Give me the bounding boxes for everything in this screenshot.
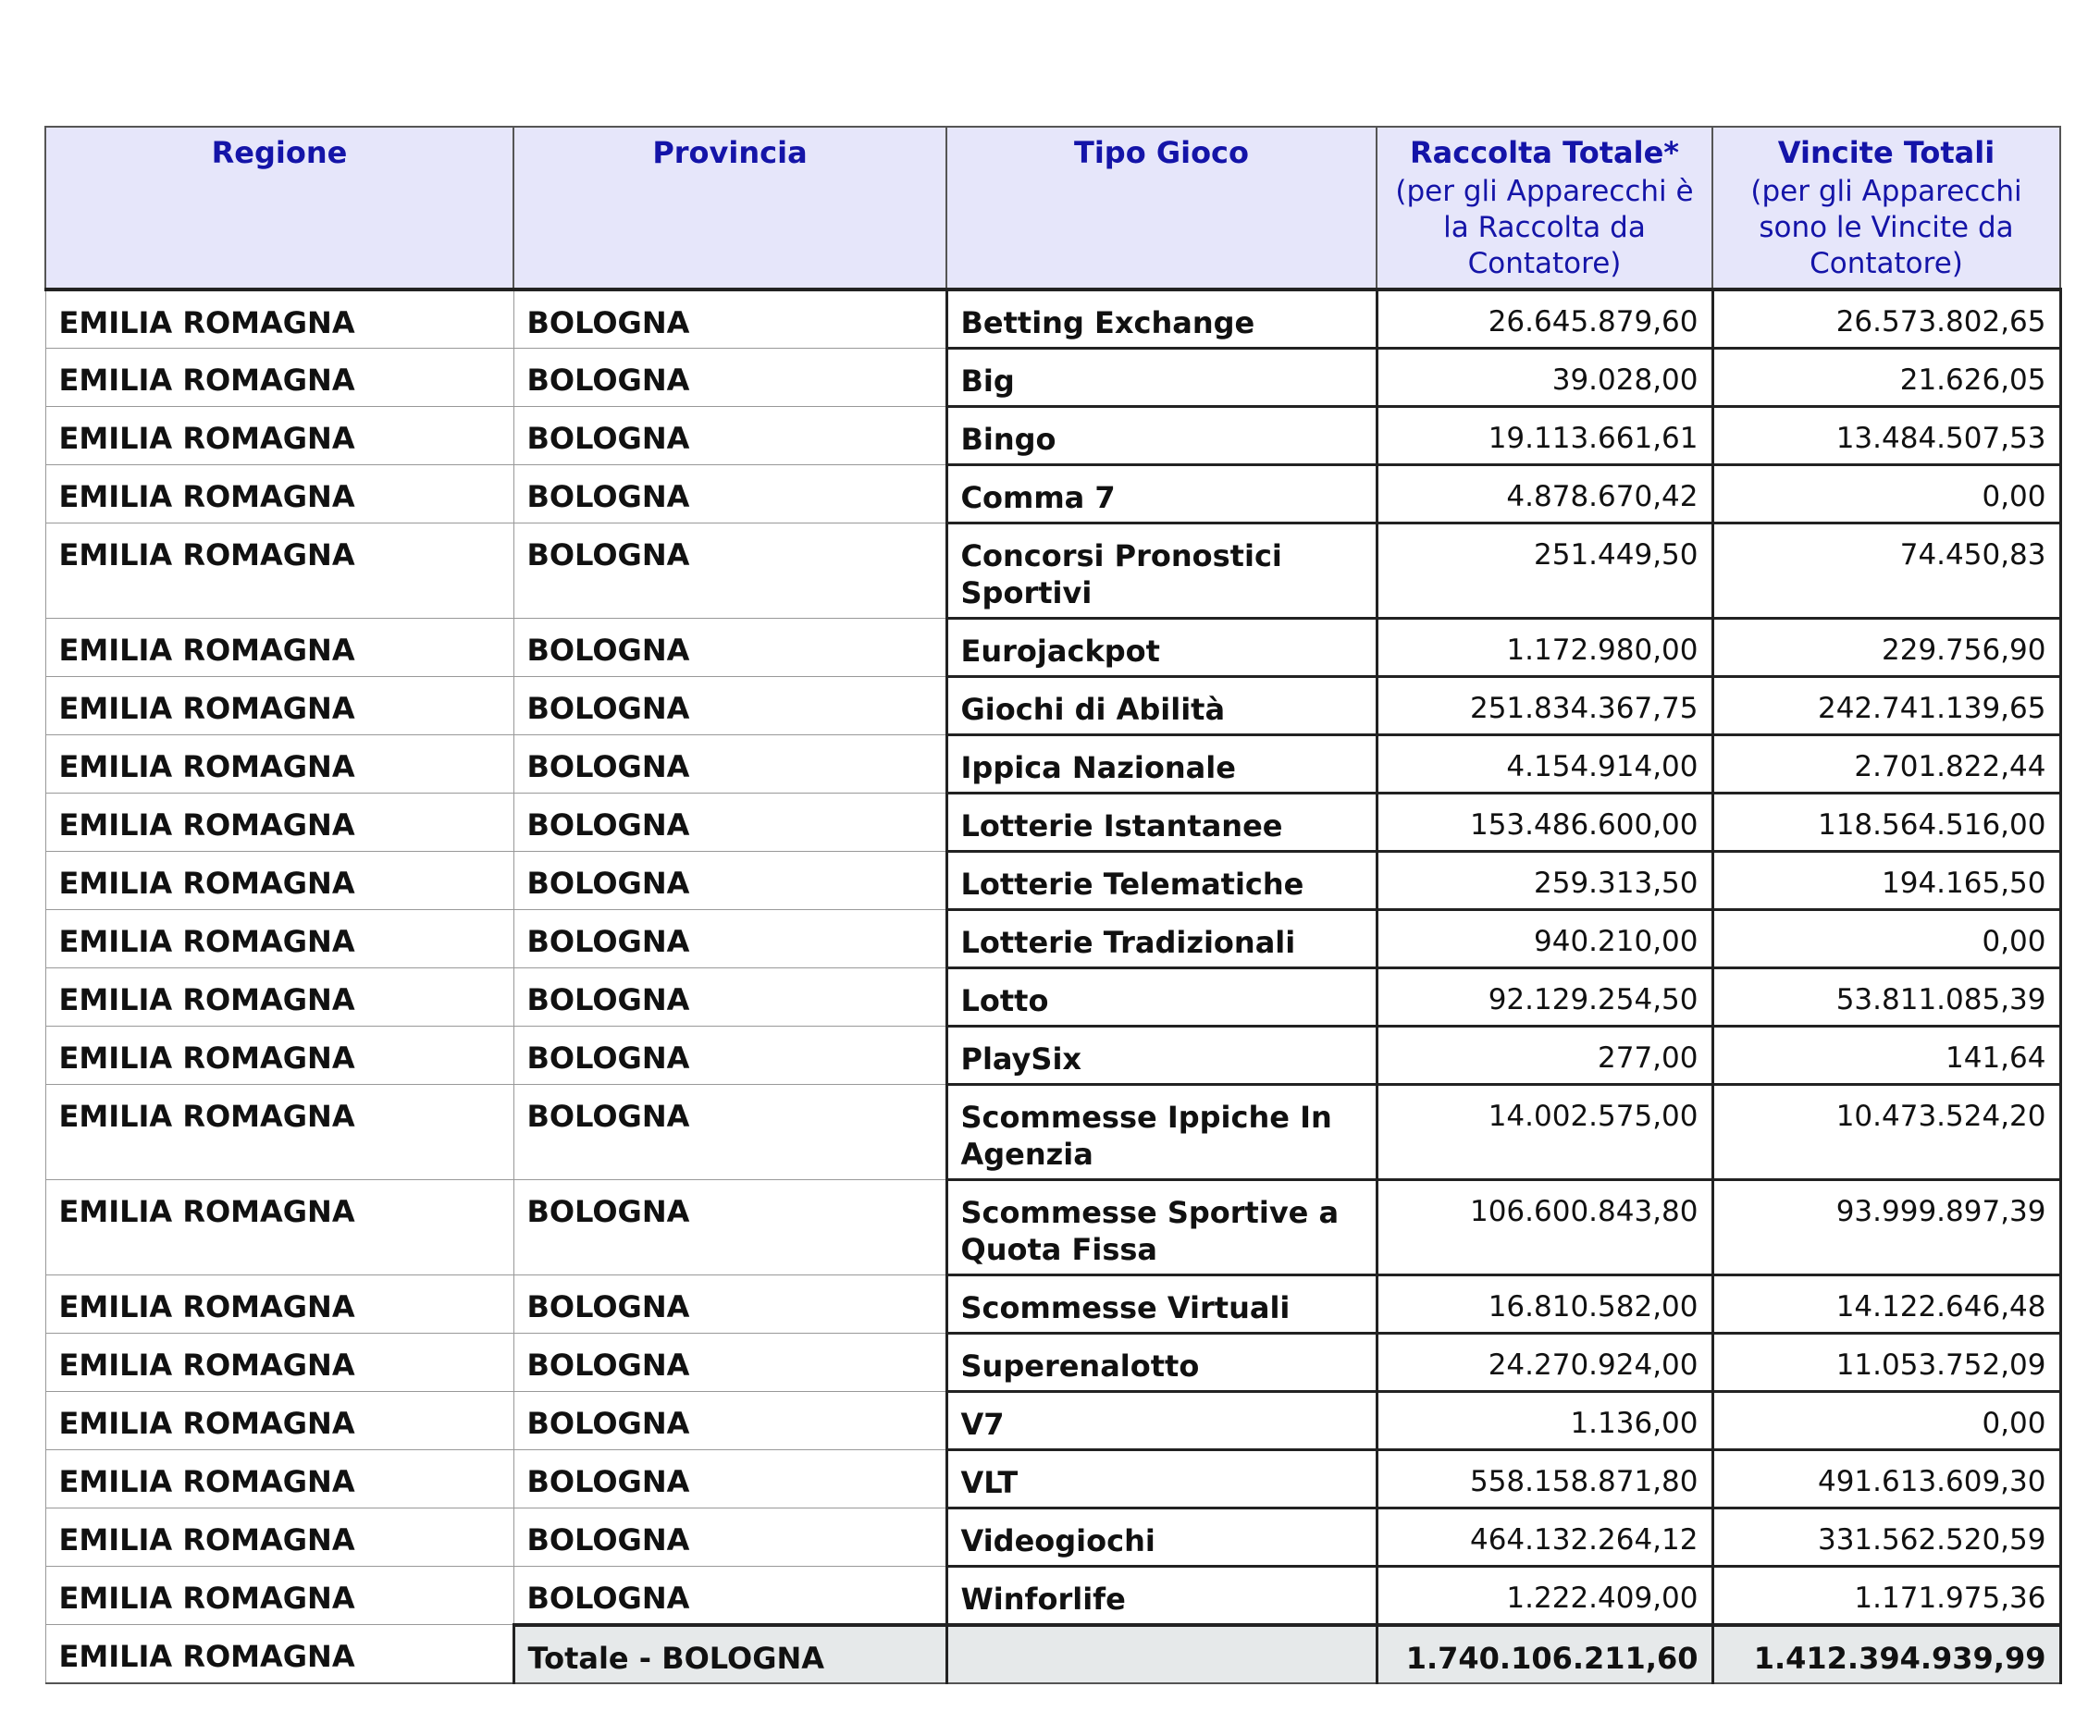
table-row [45,1179,2060,1274]
table-row [45,793,2060,851]
provincia-cell: BOLOGNA [513,1274,946,1333]
raccolta-cell: 39.028,00 [1377,348,1712,406]
vincite-cell: 93.999.897,39 [1712,1179,2060,1274]
provincia-cell: BOLOGNA [513,348,946,406]
vincite-cell: 0,00 [1712,464,2060,523]
raccolta-cell: 464.132.264,12 [1377,1508,1712,1566]
raccolta-cell: 19.113.661,61 [1377,406,1712,464]
provincia-cell: BOLOGNA [513,676,946,734]
total-row [45,1625,2060,1683]
raccolta-cell: 92.129.254,50 [1377,967,1712,1026]
tipo-gioco-cell: Lotterie Istantanee [946,793,1377,851]
tipo-gioco-cell: Comma 7 [946,464,1377,523]
regione-cell: EMILIA ROMAGNA [45,523,513,618]
header-tipo-gioco: Tipo Gioco [946,127,1377,289]
raccolta-cell: 259.313,50 [1377,851,1712,909]
header-vincite-note: (per gli Apparecchi sono le Vincite da Contatore) [1750,175,2022,280]
table-row [45,464,2060,523]
tipo-gioco-cell: Videogiochi [946,1508,1377,1566]
table-row [45,967,2060,1026]
tipo-gioco-cell: Scommesse Sportive a Quota Fissa [946,1179,1377,1274]
table-row [45,289,2060,349]
regione-cell: EMILIA ROMAGNA [45,1391,513,1449]
table-row [45,618,2060,676]
table-row [45,1566,2060,1625]
provincia-cell: BOLOGNA [513,1026,946,1084]
tipo-gioco-cell: VLT [946,1449,1377,1508]
vincite-cell: 74.450,83 [1712,523,2060,618]
vincite-cell: 11.053.752,09 [1712,1333,2060,1391]
total-raccolta-cell: 1.740.106.211,60 [1377,1625,1712,1683]
regione-cell: EMILIA ROMAGNA [45,406,513,464]
table-row [45,1449,2060,1508]
table-row [45,1508,2060,1566]
vincite-cell: 14.122.646,48 [1712,1274,2060,1333]
regione-cell: EMILIA ROMAGNA [45,851,513,909]
regione-cell: EMILIA ROMAGNA [45,1333,513,1391]
vincite-cell: 0,00 [1712,1391,2060,1449]
regione-cell: EMILIA ROMAGNA [45,348,513,406]
table-header [45,127,2060,289]
table-row [45,1333,2060,1391]
raccolta-cell: 277,00 [1377,1026,1712,1084]
vincite-cell: 242.741.139,65 [1712,676,2060,734]
data-table [44,126,2062,1684]
table-row [45,851,2060,909]
table-row [45,1084,2060,1179]
provincia-cell: BOLOGNA [513,851,946,909]
provincia-cell: BOLOGNA [513,734,946,793]
tipo-gioco-cell: Eurojackpot [946,618,1377,676]
regione-cell: EMILIA ROMAGNA [45,618,513,676]
regione-cell: EMILIA ROMAGNA [45,793,513,851]
header-provincia: Provincia [513,127,946,289]
raccolta-cell: 16.810.582,00 [1377,1274,1712,1333]
vincite-cell: 21.626,05 [1712,348,2060,406]
header-vincite-totali [1712,127,2060,289]
raccolta-cell: 153.486.600,00 [1377,793,1712,851]
table-row [45,523,2060,618]
tipo-gioco-cell: Scommesse Ippiche In Agenzia [946,1084,1377,1179]
provincia-cell: BOLOGNA [513,406,946,464]
provincia-cell: BOLOGNA [513,1449,946,1508]
raccolta-cell: 1.136,00 [1377,1391,1712,1449]
header-regione: Regione [45,127,513,289]
regione-cell: EMILIA ROMAGNA [45,1179,513,1274]
provincia-cell: BOLOGNA [513,909,946,967]
header-raccolta-note: (per gli Apparecchi è la Raccolta da Contatore) [1395,175,1694,280]
provincia-cell: BOLOGNA [513,1508,946,1566]
raccolta-cell: 4.878.670,42 [1377,464,1712,523]
provincia-cell: BOLOGNA [513,793,946,851]
tipo-gioco-cell: Winforlife [946,1566,1377,1625]
vincite-cell: 331.562.520,59 [1712,1508,2060,1566]
vincite-cell: 491.613.609,30 [1712,1449,2060,1508]
provincia-cell: BOLOGNA [513,1391,946,1449]
raccolta-cell: 558.158.871,80 [1377,1449,1712,1508]
total-regione-cell: EMILIA ROMAGNA [45,1625,513,1683]
provincia-cell: BOLOGNA [513,967,946,1026]
regione-cell: EMILIA ROMAGNA [45,1084,513,1179]
raccolta-cell: 251.449,50 [1377,523,1712,618]
tipo-gioco-cell: Scommesse Virtuali [946,1274,1377,1333]
raccolta-cell: 1.222.409,00 [1377,1566,1712,1625]
regione-cell: EMILIA ROMAGNA [45,1566,513,1625]
provincia-cell: BOLOGNA [513,618,946,676]
table-row [45,676,2060,734]
regione-cell: EMILIA ROMAGNA [45,1274,513,1333]
tipo-gioco-cell: Bingo [946,406,1377,464]
regione-cell: EMILIA ROMAGNA [45,464,513,523]
header-raccolta-totale [1377,127,1712,289]
vincite-cell: 194.165,50 [1712,851,2060,909]
regione-cell: EMILIA ROMAGNA [45,1449,513,1508]
raccolta-cell: 1.172.980,00 [1377,618,1712,676]
vincite-cell: 10.473.524,20 [1712,1084,2060,1179]
table-footer [45,1625,2060,1683]
regione-cell: EMILIA ROMAGNA [45,967,513,1026]
raccolta-cell: 26.645.879,60 [1377,289,1712,349]
raccolta-cell: 251.834.367,75 [1377,676,1712,734]
tipo-gioco-cell: Ippica Nazionale [946,734,1377,793]
total-tipo-cell [946,1625,1377,1683]
tipo-gioco-cell: Concorsi Pronostici Sportivi [946,523,1377,618]
vincite-cell: 1.171.975,36 [1712,1566,2060,1625]
regione-cell: EMILIA ROMAGNA [45,734,513,793]
regione-cell: EMILIA ROMAGNA [45,676,513,734]
provincia-cell: BOLOGNA [513,1179,946,1274]
table-row [45,348,2060,406]
regione-cell: EMILIA ROMAGNA [45,289,513,349]
provincia-cell: BOLOGNA [513,1333,946,1391]
raccolta-cell: 940.210,00 [1377,909,1712,967]
vincite-cell: 13.484.507,53 [1712,406,2060,464]
table-row [45,909,2060,967]
provincia-cell: BOLOGNA [513,1084,946,1179]
total-provincia-cell: Totale - BOLOGNA [513,1625,946,1683]
total-vincite-cell: 1.412.394.939,99 [1712,1625,2060,1683]
table-row [45,734,2060,793]
tipo-gioco-cell: Big [946,348,1377,406]
vincite-cell: 53.811.085,39 [1712,967,2060,1026]
tipo-gioco-cell: Lotterie Tradizionali [946,909,1377,967]
provincia-cell: BOLOGNA [513,1566,946,1625]
table-row [45,1391,2060,1449]
vincite-cell: 0,00 [1712,909,2060,967]
provincia-cell: BOLOGNA [513,289,946,349]
tipo-gioco-cell: Lotto [946,967,1377,1026]
vincite-cell: 2.701.822,44 [1712,734,2060,793]
tipo-gioco-cell: Betting Exchange [946,289,1377,349]
tipo-gioco-cell: Giochi di Abilità [946,676,1377,734]
table-row [45,406,2060,464]
header-row [45,127,2060,289]
table-body [45,289,2060,1625]
vincite-cell: 26.573.802,65 [1712,289,2060,349]
tipo-gioco-cell: PlaySix [946,1026,1377,1084]
header-raccolta-title: Raccolta Totale* [1409,135,1679,170]
regione-cell: EMILIA ROMAGNA [45,909,513,967]
tipo-gioco-cell: Superenalotto [946,1333,1377,1391]
provincia-cell: BOLOGNA [513,523,946,618]
raccolta-cell: 14.002.575,00 [1377,1084,1712,1179]
vincite-cell: 229.756,90 [1712,618,2060,676]
vincite-cell: 141,64 [1712,1026,2060,1084]
regione-cell: EMILIA ROMAGNA [45,1026,513,1084]
table-row [45,1274,2060,1333]
header-vincite-title: Vincite Totali [1777,135,1995,170]
provincia-cell: BOLOGNA [513,464,946,523]
tipo-gioco-cell: Lotterie Telematiche [946,851,1377,909]
vincite-cell: 118.564.516,00 [1712,793,2060,851]
raccolta-cell: 4.154.914,00 [1377,734,1712,793]
table-row [45,1026,2060,1084]
raccolta-cell: 24.270.924,00 [1377,1333,1712,1391]
regione-cell: EMILIA ROMAGNA [45,1508,513,1566]
tipo-gioco-cell: V7 [946,1391,1377,1449]
raccolta-cell: 106.600.843,80 [1377,1179,1712,1274]
